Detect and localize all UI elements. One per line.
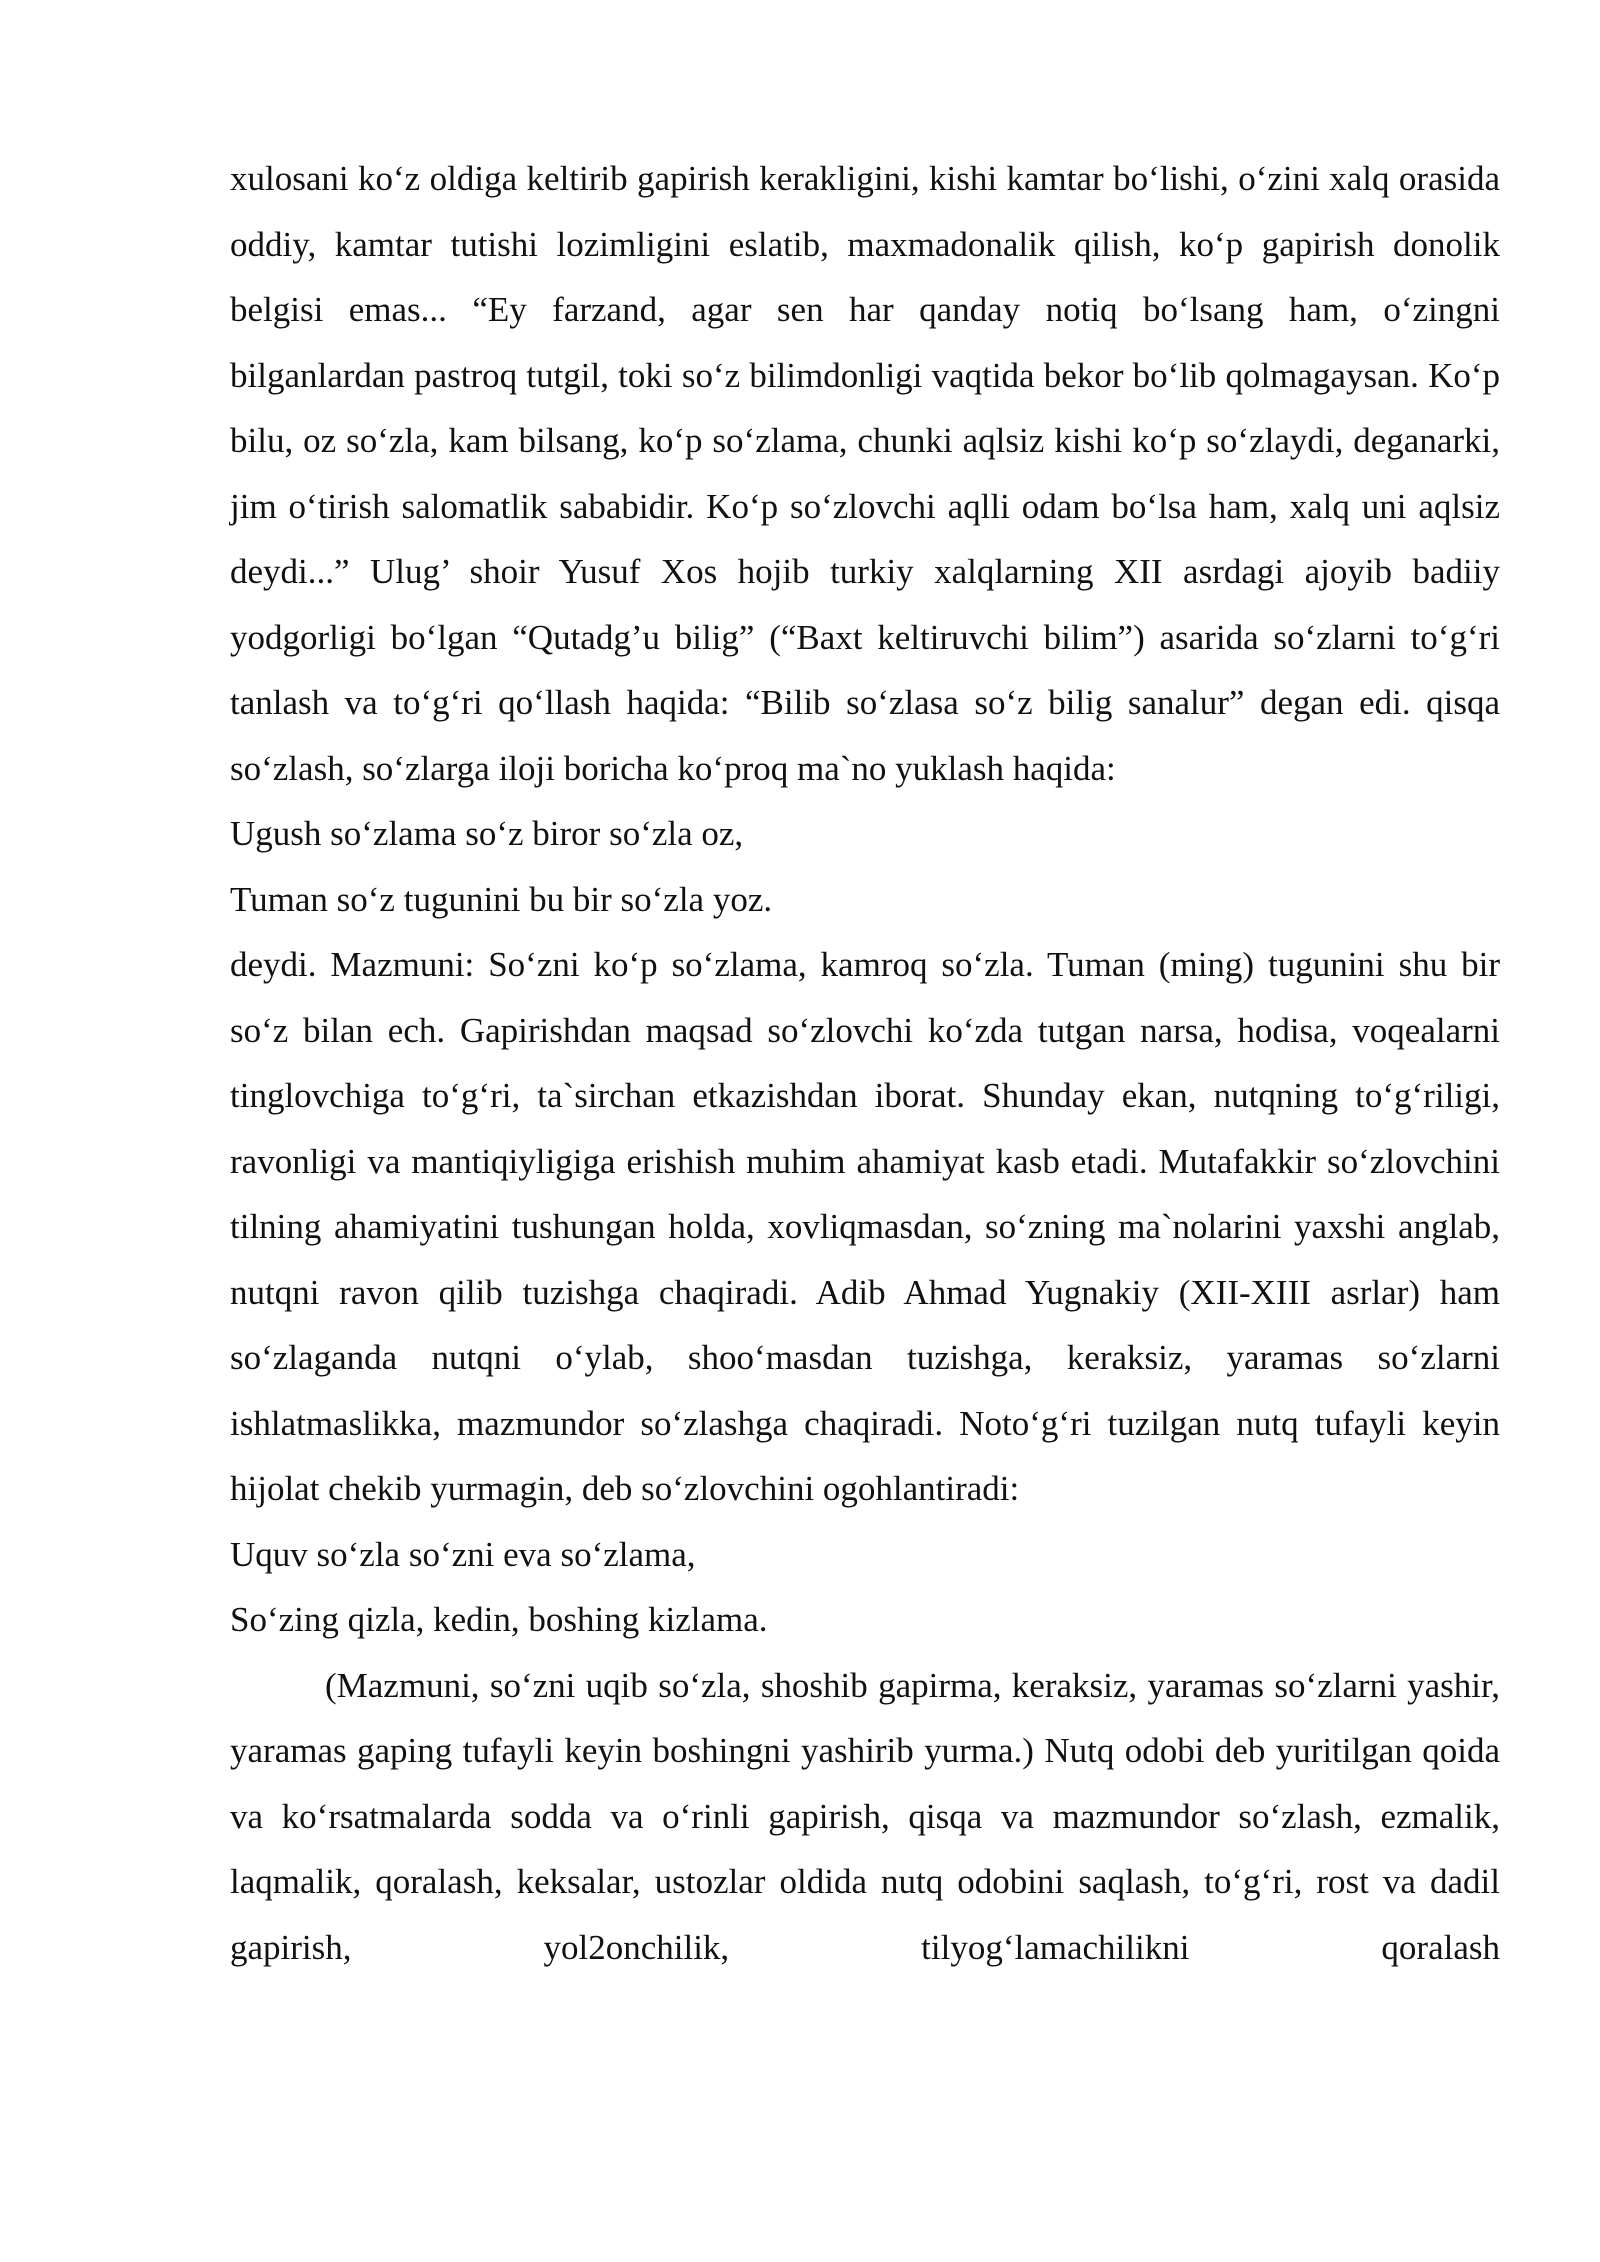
verse-2-line-2: Soʻzing qizla, kedin, boshing kizlama. [230,1600,768,1639]
paragraph-1: xulosani koʻz oldiga keltirib gapirish kerakligini, kishi kamtar boʻlishi, oʻzini xalq orasida oddiy, kamtar tutishi lozimligini eslatib, maxmadonalik qilish, koʻp gapirish donolik belgisi emas... “Ey farzand, agar sen har qanday notiq boʻlsang ham, oʻzingni bilganlardan pastroq tutgil, toki soʻz bilimdonligi vaqtida bekor boʻlib qolmagaysan. Koʻp bilu, oz soʻzla, kam bilsang, koʻp soʻzlama, chunki aqlsiz kishi koʻp soʻzlaydi, deganarki, jim oʻtirish salomatlik sababidir. Koʻp soʻzlovchi aqlli odam boʻlsa ham, xalq uni aqlsiz deydi...” Ulug’ shoir Yusuf Xos hojib turkiy xalqlarning XII asrdagi ajoyib badiiy yodgorligi boʻlgan “Qutadg’u bilig” (“Baxt keltiruvchi bilim”) asarida soʻzlarni toʻgʻri tanlash va toʻgʻri qoʻllash haqida: “Bilib soʻzlasa soʻz bilig sanalur” degan edi. qisqa soʻzlash, soʻzlarga iloji boricha koʻproq ma`no yuklash haqida: [230,159,1500,788]
paragraph-2: deydi. Mazmuni: Soʻzni koʻp soʻzlama, kamroq soʻzla. Tuman (ming) tugunini shu bir soʻz bilan ech. Gapirishdan maqsad soʻzlovchi koʻzda tutgan narsa, hodisa, voqealarni tinglovchiga toʻgʻri, ta`sirchan etkazishdan iborat. Shunday ekan, nutqning toʻgʻriligi, ravonligi va mantiqiyligiga erishish muhim ahamiyat kasb etadi. Mutafakkir soʻzlovchini tilning ahamiyatini tushungan holda, xovliqmasdan, soʻzning ma`nolarini yaxshi anglab, nutqni ravon qilib tuzishga chaqiradi. Adib Ahmad Yugnakiy (XII-XIII asrlar) ham soʻzlaganda nutqni oʻylab, shooʻmasdan tuzishga, keraksiz, yaramas soʻzlarni ishlatmaslikka, mazmundor soʻzlashga chaqiradi. Notoʻgʻri tuzilgan nutq tufayli keyin hijolat chekib yurmagin, deb soʻzlovchini ogohlantiradi: [230,945,1500,1508]
verse-1-line-2: Tuman soʻz tugunini bu bir soʻzla yoz. [230,879,773,919]
paragraph-3: (Mazmuni, soʻzni uqib soʻzla, shoshib gapirma, keraksiz, yaramas soʻzlarni yashir, yaramas gaping tufayli keyin boshingni yashirib yurma.) Nutq odobi deb yuritilgan qoida va koʻrsatmalarda sodda va oʻrinli gapirish, qisqa va mazmundor soʻzlash, ezmalik, laqmalik, qoralash, keksalar, ustozlar oldida nutq odobini saqlash, toʻgʻri, rost va dadil gapirish, yol2onchilik, tilyogʻlamachilikni qoralash [230,1665,1500,1967]
verse-1-line-1: Ugush soʻzlama soʻz biror soʻzla oz, [230,814,744,853]
verse-2-line-1: Uquv soʻzla soʻzni eva soʻzlama, [230,1534,696,1574]
document-page [230,146,1500,1980]
